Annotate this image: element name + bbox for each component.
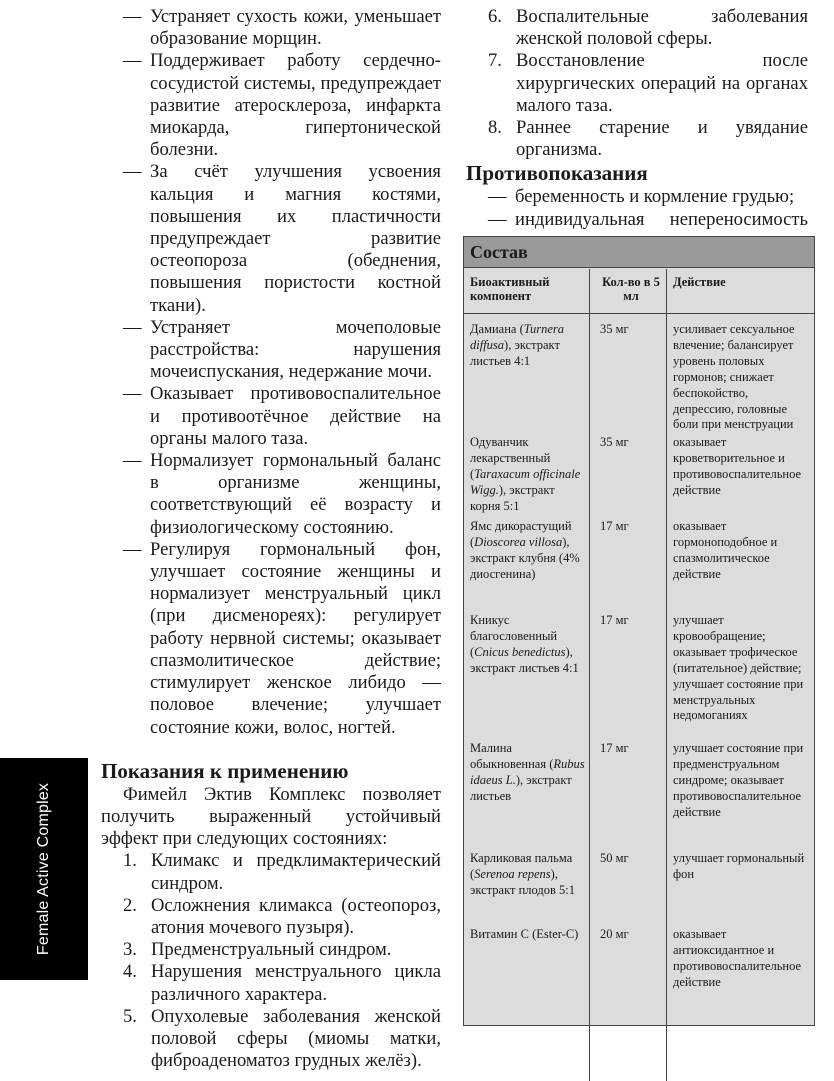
indication-item: 4. Нарушения менструального цикла различного характера. bbox=[123, 961, 441, 1005]
benefit-item: — Нормализует гормональный баланс в организме женщины, соответствующий её возрасту и физиологическому состоянию. bbox=[123, 450, 441, 538]
side-tab-label: Female Active Complex bbox=[35, 782, 52, 956]
benefit-item: — За счёт улучшения усвоения кальция и магния костями, повышения их пластичности предупреждает развитие остеопороза (обеднения, повышения пористости костной ткани). bbox=[123, 161, 441, 316]
dash-bullet: — bbox=[488, 208, 507, 230]
benefit-item: — Поддерживает работу сердечно-сосудистой системы, предупреждает развитие атеросклероза, инфаркта миокарда, гипертонической болезни. bbox=[123, 50, 441, 161]
indications-heading: Показания к применению bbox=[101, 758, 349, 783]
amount-cell: 20 мг bbox=[590, 927, 667, 991]
indication-item: 7. Восстановление после хирургических операций на органах малого таза. bbox=[488, 50, 808, 116]
component-cell: Ямс дикорастущий (Dioscorea villosa), экстракт клубня (4% диосгенина) bbox=[464, 519, 590, 613]
amount-cell: 17 мг bbox=[590, 519, 667, 613]
component-cell: Дамиана (Turnera diffusa), экстракт листьев 4:1 bbox=[464, 314, 590, 436]
component-cell: Витамин С (Ester-C) bbox=[464, 927, 590, 991]
composition-table bbox=[464, 269, 814, 1081]
table-row bbox=[464, 851, 814, 927]
component-cell: Одуванчик лекарственный (Taraxacum officinale Wigg.), экстракт корня 5:1 bbox=[464, 435, 590, 519]
table-row bbox=[464, 314, 814, 436]
benefit-item: — Регулируя гормональный фон, улучшает состояние женщины и нормализует менструальный цикл (при дисменореях): регулирует работу нервной системы; оказывает спазмолитическое действие; стимулирует женское либидо — половое влечение; улучшает состояние кожи, волос, ногтей. bbox=[123, 538, 441, 738]
table-row bbox=[464, 519, 814, 613]
dash-bullet: — bbox=[123, 50, 142, 72]
benefit-item: — Устраняет сухость кожи, уменьшает образование морщин. bbox=[123, 6, 441, 50]
component-cell: Карликовая пальма (Serenoa repens), экстракт плодов 5:1 bbox=[464, 851, 590, 927]
table-row bbox=[464, 435, 814, 519]
action-cell: оказывает гормоноподобное и спазмолитическое действие bbox=[673, 519, 778, 581]
action-cell: улучшает кровообращение; оказывает трофическое (питательное) действие; улучшает состояние при менструальных недомоганиях bbox=[673, 613, 804, 723]
amount-cell: 17 мг bbox=[590, 741, 667, 851]
action-cell: оказывает кроветворительное и противовоспалительное действие bbox=[673, 435, 802, 497]
benefit-item: — Оказывает противовоспалительное и противоотёчное действие на органы малого таза. bbox=[123, 383, 441, 449]
action-cell: улучшает гормональный фон bbox=[673, 851, 805, 881]
dash-bullet: — bbox=[123, 6, 142, 27]
action-cell: оказывает антиоксидантное и противовоспалительное действие bbox=[673, 927, 802, 989]
indication-item: 1. Климакс и предклимактерический синдром. bbox=[123, 850, 441, 894]
dash-bullet: — bbox=[123, 450, 142, 472]
contraindications-heading: Противопоказания bbox=[466, 161, 648, 186]
indication-item: 3. Предменструальный синдром. bbox=[123, 939, 392, 961]
amount-cell: 50 мг bbox=[590, 851, 667, 927]
indication-item: 8. Раннее старение и увядание организма. bbox=[488, 117, 808, 161]
composition-title: Состав bbox=[464, 237, 814, 268]
dash-bullet: — bbox=[488, 186, 507, 208]
side-tab bbox=[0, 758, 88, 980]
dash-bullet: — bbox=[123, 383, 142, 405]
action-cell: усиливает сексуальное влечение; балансирует уровень половых гормонов; снижает беспокойство, депрессию, головные боли при менструации bbox=[673, 322, 795, 432]
indication-item: 5. Опухолевые заболевания женской половой сферы (миомы матки, фиброаденоматоз грудных желёз). bbox=[123, 1005, 441, 1072]
table-header-row bbox=[464, 269, 814, 314]
table-row bbox=[464, 741, 814, 851]
contraindication-item: — индивидуальная непереносимость bbox=[488, 208, 808, 230]
header-component: Биоактивный компонент bbox=[464, 269, 590, 314]
amount-cell: 35 мг bbox=[590, 435, 667, 519]
left-column bbox=[101, 6, 441, 1072]
amount-cell: 17 мг bbox=[590, 613, 667, 741]
table-filler-row bbox=[464, 991, 814, 1081]
component-cell: Кникус благословенный (Cnicus benedictus), экстракт листьев 4:1 bbox=[464, 613, 590, 741]
header-action: Действие bbox=[667, 269, 815, 314]
indications-intro: Фимейл Эктив Комплекс позволяет получить выраженный устойчивый эффект при следующих состояниях: bbox=[101, 783, 441, 850]
action-cell: улучшает состояние при предменструальном синдроме; оказывает противовоспалительное действие bbox=[673, 741, 804, 819]
indication-item: 2. Осложнения климакса (остеопороз, атония мочевого пузыря). bbox=[123, 894, 441, 938]
header-amount: Кол-во в 5 мл bbox=[590, 269, 667, 314]
benefit-item: — Устраняет мочеполовые расстройства: нарушения мочеиспускания, недержание мочи. bbox=[123, 316, 441, 383]
composition-box bbox=[463, 236, 815, 1026]
contraindication-item: — беременность и кормление грудью; bbox=[488, 186, 795, 208]
dash-bullet: — bbox=[123, 538, 142, 560]
table-row bbox=[464, 613, 814, 741]
right-column bbox=[466, 6, 808, 253]
amount-cell: 35 мг bbox=[590, 314, 667, 436]
indication-item: 6. Воспалительные заболевания женской половой сферы. bbox=[488, 6, 808, 50]
dash-bullet: — bbox=[123, 316, 142, 338]
component-cell: Малина обыкновенная (Rubus idaeus L.), экстракт листьев bbox=[464, 741, 590, 851]
dash-bullet: — bbox=[123, 161, 142, 183]
table-row bbox=[464, 927, 814, 991]
